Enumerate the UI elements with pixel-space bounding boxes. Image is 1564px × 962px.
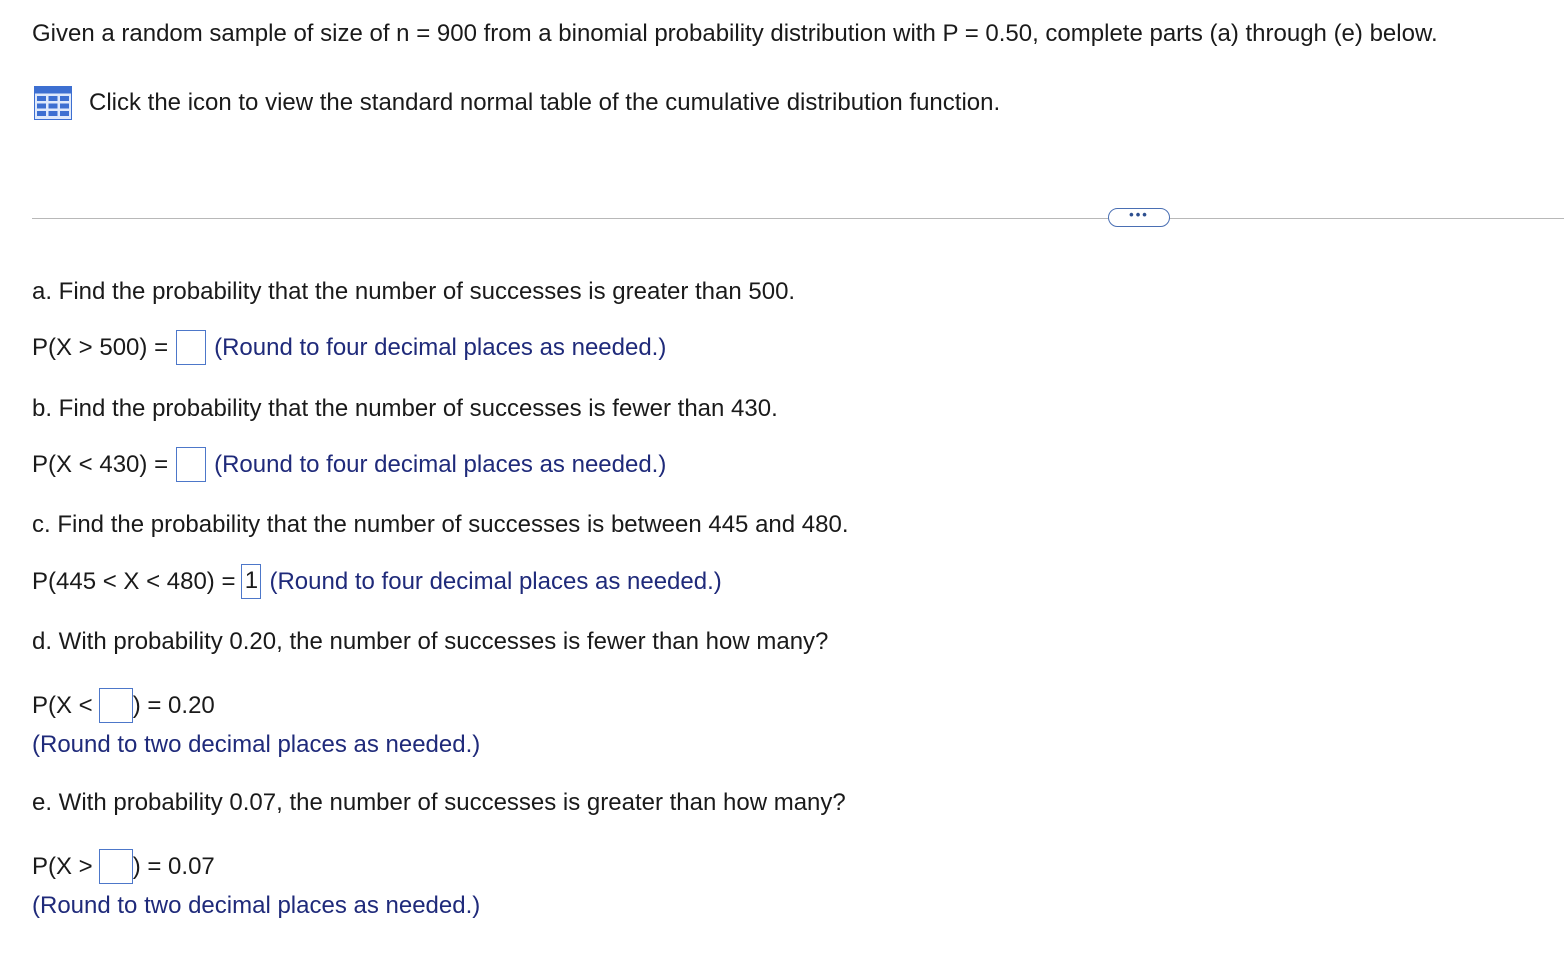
answer-input-c[interactable]: 1 xyxy=(241,564,261,599)
answer-row-e xyxy=(32,849,215,884)
ellipsis-icon: ••• xyxy=(1129,207,1149,222)
hint-a: (Round to four decimal places as needed.) xyxy=(214,333,667,361)
answer-input-d[interactable] xyxy=(99,688,133,723)
normal-table-link[interactable] xyxy=(34,86,1000,120)
question-c: c. Find the probability that the number of successes is between 445 and 480. xyxy=(32,511,849,538)
hint-b: (Round to four decimal places as needed.) xyxy=(214,450,667,478)
question-d: d. With probability 0.20, the number of successes is fewer than how many? xyxy=(32,628,829,655)
answer-input-e[interactable] xyxy=(99,849,133,884)
answer-input-a[interactable] xyxy=(176,330,206,365)
suffix-e: ) = 0.07 xyxy=(132,852,215,880)
question-a: a. Find the probability that the number of successes is greater than 500. xyxy=(32,278,796,305)
answer-input-b[interactable] xyxy=(176,447,206,482)
question-b: b. Find the probability that the number of successes is fewer than 430. xyxy=(32,395,778,422)
suffix-d: ) = 0.20 xyxy=(132,691,215,719)
answer-row-c xyxy=(32,564,722,599)
more-options-button[interactable] xyxy=(1108,208,1170,227)
normal-table-link-label[interactable]: Click the icon to view the standard normal table of the cumulative distribution function. xyxy=(89,89,1001,116)
hint-c: (Round to four decimal places as needed.) xyxy=(269,567,722,595)
answer-row-a xyxy=(32,330,666,365)
hint-d: (Round to two decimal places as needed.) xyxy=(32,731,481,758)
answer-row-b xyxy=(32,447,666,482)
section-divider xyxy=(32,218,1564,219)
prefix-d: P(X < xyxy=(32,691,93,719)
question-e: e. With probability 0.07, the number of successes is greater than how many? xyxy=(32,789,846,816)
prefix-a: P(X > 500) = xyxy=(32,333,169,361)
prefix-c: P(445 < X < 480) = xyxy=(32,567,236,595)
problem-statement: Given a random sample of size of n = 900 from a binomial probability distribution with P = 0.50, complete parts (a) through (e) below. xyxy=(32,20,1438,47)
prefix-e: P(X > xyxy=(32,852,93,880)
hint-e: (Round to two decimal places as needed.) xyxy=(32,892,481,919)
answer-row-d xyxy=(32,688,215,723)
prefix-b: P(X < 430) = xyxy=(32,450,169,478)
table-grid-icon[interactable] xyxy=(34,86,72,120)
